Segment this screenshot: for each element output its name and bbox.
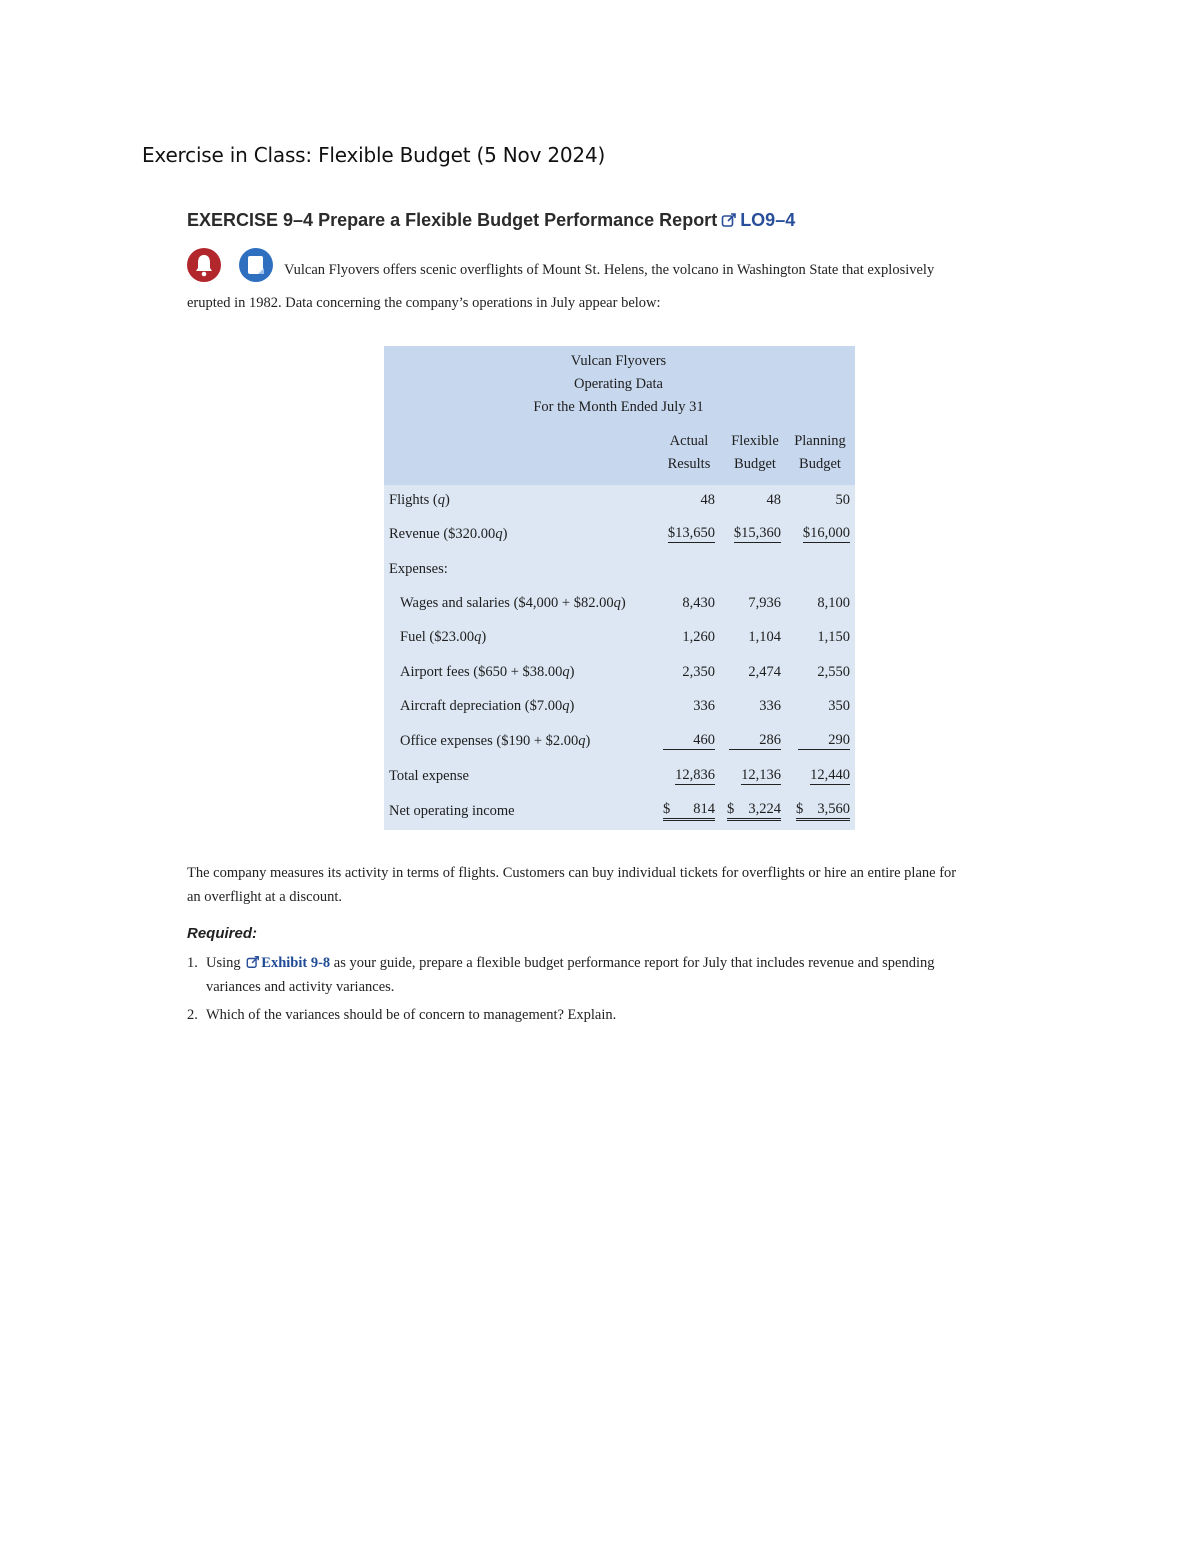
table-title-report: Operating Data [574, 376, 663, 392]
cell-airport-actual: 2,350 [682, 664, 715, 680]
cell-flights-flexible: 48 [766, 492, 781, 508]
operating-data-table [384, 346, 855, 830]
table-title-period: For the Month Ended July 31 [533, 399, 704, 415]
cell-wages-actual: 8,430 [682, 595, 715, 611]
document-title: Exercise in Class: Flexible Budget (5 Nov 2024) [142, 143, 606, 167]
row-label-fuel: Fuel ($23.00q) [400, 629, 487, 645]
cell-revenue-planning: $16,000 [802, 525, 850, 541]
cell-total-actual: 12,836 [675, 767, 715, 783]
cell-fuel-planning: 1,150 [817, 629, 850, 645]
exercise-heading-text: EXERCISE 9–4 Prepare a Flexible Budget Performance Report [187, 210, 718, 230]
row-label-depreciation: Aircraft depreciation ($7.00q) [400, 698, 575, 714]
row-label-wages: Wages and salaries ($4,000 + $82.00q) [400, 595, 626, 611]
exercise-intro [187, 254, 1017, 320]
paragraph-line-2: an overflight at a discount. [187, 889, 343, 905]
required-item-2 [187, 1003, 1027, 1027]
item-1-number: 1. [187, 955, 198, 971]
cell-depreciation-actual: 336 [693, 698, 715, 714]
row-label-total-expense: Total expense [389, 768, 469, 784]
exhibit-link-icon[interactable] [246, 955, 260, 969]
item-2-number: 2. [187, 1007, 198, 1023]
intro-line-1: Vulcan Flyovers offers scenic overflights of Mount St. Helens, the volcano in Washington State that explosively [284, 262, 935, 278]
cell-airport-planning: 2,550 [817, 664, 850, 680]
cell-revenue-flexible: $15,360 [733, 525, 781, 541]
cell-noi-planning: $ 3,560 [796, 801, 850, 821]
cell-office-planning: 290 [798, 732, 850, 750]
col-head-flexible: Flexible Budget [731, 433, 779, 472]
external-link-icon[interactable] [721, 212, 737, 228]
intro-line-2: erupted in 1982. Data concerning the company’s operations in July appear below: [187, 295, 661, 311]
row-label-office: Office expenses ($190 + $2.00q) [400, 733, 591, 749]
item-1-post: as your guide, prepare a flexible budget performance report for July that includes revenue and spending [333, 955, 935, 971]
cell-depreciation-flexible: 336 [759, 698, 781, 714]
cell-revenue-actual: $13,650 [667, 525, 715, 541]
exhibit-link[interactable]: Exhibit 9-8 [261, 955, 331, 971]
cell-flights-actual: 48 [700, 492, 715, 508]
cell-noi-flexible: $ 3,224 [727, 801, 781, 821]
row-label-expenses: Expenses: [389, 561, 448, 577]
row-label-revenue: Revenue ($320.00q) [389, 526, 508, 542]
activity-paragraph [187, 861, 1047, 909]
cell-office-actual: 460 [663, 732, 715, 750]
item-2-text: Which of the variances should be of concern to management? Explain. [206, 1007, 617, 1023]
cell-wages-planning: 8,100 [817, 595, 850, 611]
cell-office-flexible: 286 [729, 732, 781, 750]
row-label-airport-fees: Airport fees ($650 + $38.00q) [400, 664, 575, 680]
cell-airport-flexible: 2,474 [748, 664, 781, 680]
exercise-heading [187, 210, 795, 231]
cell-fuel-actual: 1,260 [682, 629, 715, 645]
table-title-company: Vulcan Flyovers [570, 353, 667, 369]
cell-wages-flexible: 7,936 [748, 595, 781, 611]
row-label-net-operating-income: Net operating income [389, 803, 515, 819]
row-label-flights: Flights (q) [389, 492, 450, 508]
col-head-planning: Planning Budget [794, 433, 846, 472]
learning-objective[interactable]: LO9–4 [740, 210, 796, 230]
cell-total-planning: 12,440 [810, 767, 850, 783]
cell-total-flexible: 12,136 [741, 767, 781, 783]
cell-noi-actual: $ 814 [663, 801, 715, 821]
required-item-1 [187, 951, 1027, 999]
cell-flights-planning: 50 [835, 492, 850, 508]
item-1-pre: Using [206, 955, 241, 971]
cell-fuel-flexible: 1,104 [748, 629, 781, 645]
cell-depreciation-planning: 350 [828, 698, 850, 714]
required-heading: Required: [187, 925, 258, 942]
paragraph-line-1: The company measures its activity in terms of flights. Customers can buy individual tickets for overflights or hire an entire plane for [187, 865, 957, 881]
item-1-line-2: variances and activity variances. [206, 979, 395, 995]
col-head-actual: Actual Results [667, 433, 711, 472]
